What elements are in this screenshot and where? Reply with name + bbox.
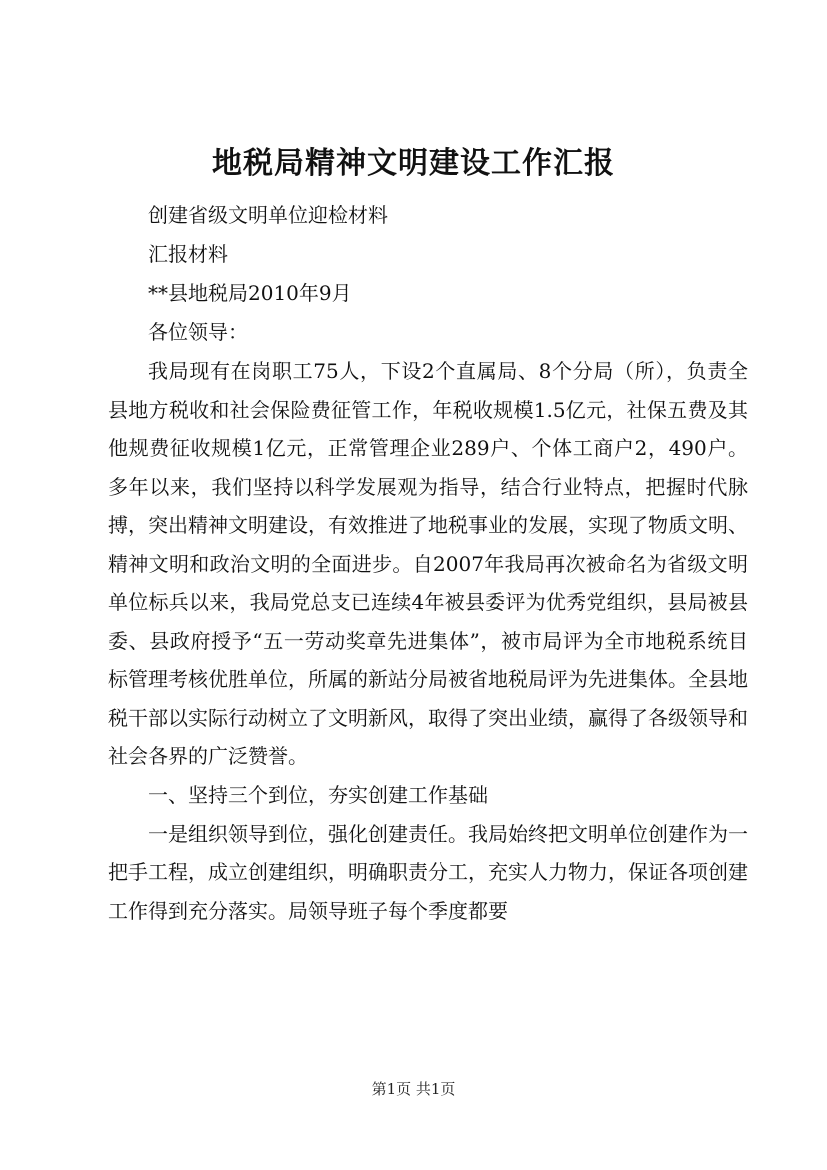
section-paragraph: 一是组织领导到位，强化创建责任。我局始终把文明单位创建作为一把手工程，成立创建组织，明确职责分工，充实人力物力，保证各项创建工作得到充分落实。局领导班子每个季度都要 — [108, 821, 748, 923]
author-date-line: **县地税局2010年9月 — [148, 281, 352, 305]
document-title: 地税局精神文明建设工作汇报 — [212, 146, 615, 181]
salutation: 各位领导： — [148, 320, 248, 344]
material-label: 汇报材料 — [148, 242, 228, 266]
intro-paragraph: 我局现有在岗职工75人，下设2个直属局、8个分局（所），负责全县地方税收和社会保险费征管工作，年税收规模1.5亿元，社保五费及其他规费征收规模1亿元，正常管理企业289户、个体工商户2，490户。多年以来，我们坚持以科学发展观为指导，结合行业特点，把握时代脉搏，突出精神文明建设，有效推进了地税事业的发展，实现了物质文明、精神文明和政治文明的全面进步。自2007年我局再次被命名为省级文明单位标兵以来，我局党总支已连续4年被县委评为优秀党组织，县局被县委、县政府授予“五一劳动奖章先进集体”，被市局评为全市地税系统目标管理考核优胜单位，所属的新站分局被省地税局评为先进集体。全县地税干部以实际行动树立了文明新风，取得了突出业绩，赢得了各级领导和社会各界的广泛赞誉。 — [108, 359, 748, 768]
subtitle-line: 创建省级文明单位迎检材料 — [148, 203, 388, 227]
page-footer: 第1页 共1页 — [371, 1080, 456, 1098]
section-heading: 一、坚持三个到位，夯实创建工作基础 — [148, 782, 488, 807]
document-body — [108, 196, 748, 930]
